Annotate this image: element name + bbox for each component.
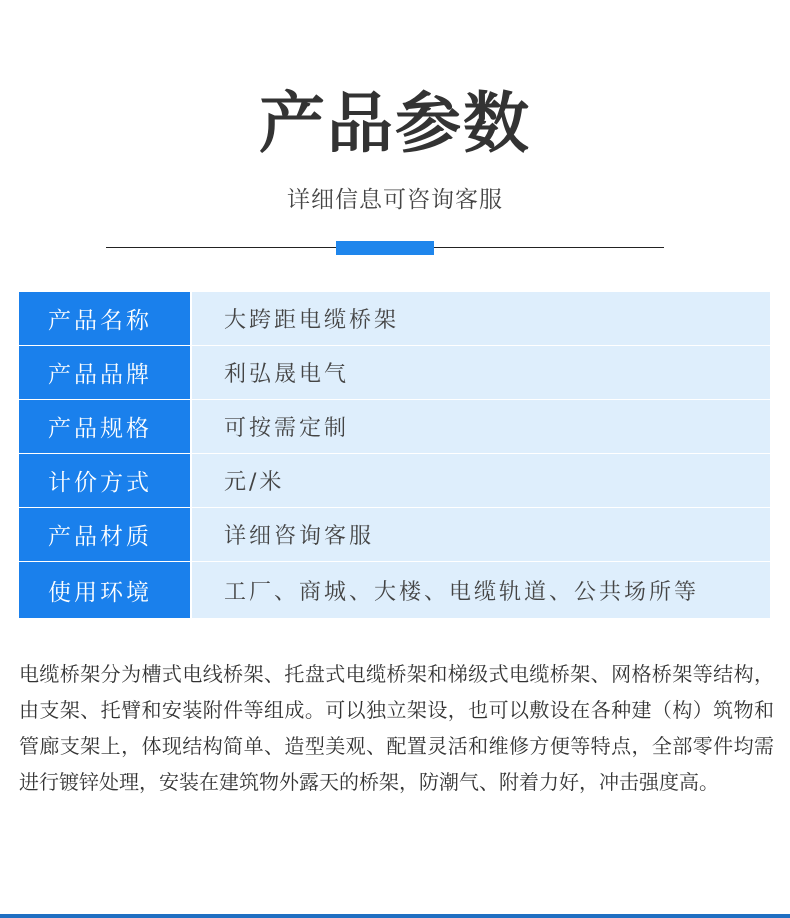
param-row-pricing xyxy=(19,454,770,507)
param-value: 详细咨询客服 xyxy=(192,508,770,561)
param-label: 产品品牌 xyxy=(19,346,190,399)
param-row-name xyxy=(19,292,770,345)
param-row-spec xyxy=(19,400,770,453)
page-subtitle: 详细信息可咨询客服 xyxy=(287,187,503,213)
param-table xyxy=(19,292,770,619)
bottom-border xyxy=(0,914,790,918)
param-value: 大跨距电缆桥架 xyxy=(192,292,770,345)
param-row-brand xyxy=(19,346,770,399)
param-value: 元/米 xyxy=(192,454,770,507)
param-label: 计价方式 xyxy=(19,454,190,507)
divider-accent xyxy=(336,241,434,255)
param-row-material xyxy=(19,508,770,561)
param-label: 产品材质 xyxy=(19,508,190,561)
param-value: 工厂、商城、大楼、电缆轨道、公共场所等 xyxy=(192,562,770,618)
param-label: 产品规格 xyxy=(19,400,190,453)
param-row-environment xyxy=(19,562,770,618)
param-value: 利弘晟电气 xyxy=(192,346,770,399)
param-value: 可按需定制 xyxy=(192,400,770,453)
page-title: 产品参数 xyxy=(259,85,531,162)
product-description: 电缆桥架分为槽式电线桥架、托盘式电缆桥架和梯级式电缆桥架、网格桥架等结构，由支架、托臂和安装附件等组成。可以独立架设，也可以敷设在各种建（构）筑物和管廊支架上，体现结构简单、造型美观、配置灵活和维修方便等特点，全部零件均需进行镀锌处理，安装在建筑物外露天的桥架，防潮气、附着力好，冲击强度高。 xyxy=(19,662,774,794)
param-label: 产品名称 xyxy=(19,292,190,345)
param-label: 使用环境 xyxy=(19,562,190,618)
